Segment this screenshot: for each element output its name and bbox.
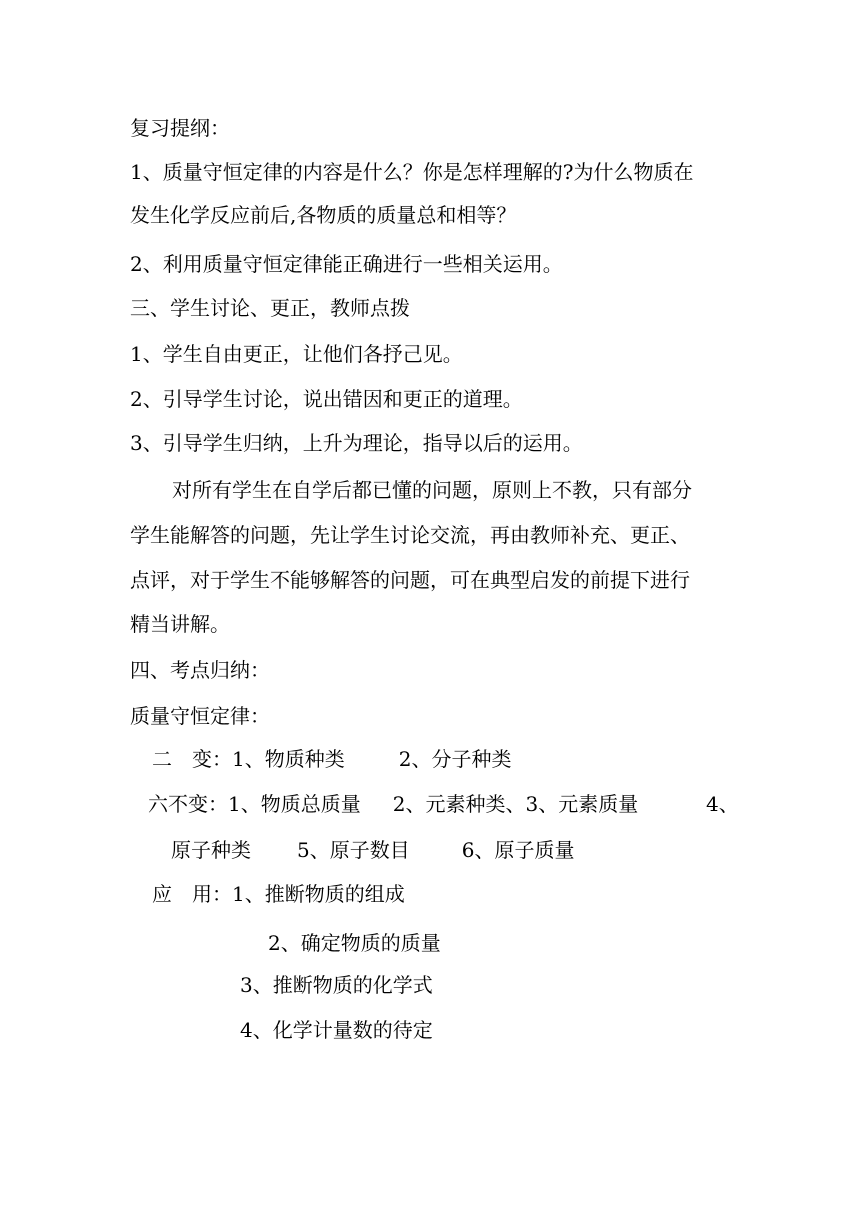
two-change-item-2: 2、分子种类 — [398, 747, 512, 771]
paragraph-line-4: 精当讲解。 — [130, 612, 230, 636]
six-unchange-label: 六不变： — [148, 792, 228, 816]
six-unchange-item-2: 2、元素种类、 — [392, 792, 526, 816]
application-row — [152, 880, 405, 908]
six-unchange-item-3: 3、元素质量 — [525, 792, 639, 816]
paragraph-line-3: 点评，对于学生不能够解答的问题，可在典型启发的前提下进行 — [130, 568, 690, 592]
application-item-3: 3、推断物质的化学式 — [240, 973, 433, 997]
section-3-heading: 三、学生讨论、更正，教师点拨 — [130, 296, 410, 320]
question-2: 2、利用质量守恒定律能正确进行一些相关运用。 — [130, 252, 563, 276]
section-3-item-1: 1、学生自由更正，让他们各抒己见。 — [130, 342, 463, 366]
two-change-label: 二 变： — [152, 747, 232, 771]
question-1-line-2: 发生化学反应前后,各物质的质量总和相等？ — [130, 203, 517, 227]
six-unchange-item-5: 5、原子数目 — [297, 838, 410, 862]
six-unchange-item-4-number: 4、 — [706, 792, 739, 816]
section-3-item-2: 2、引导学生讨论，说出错因和更正的道理。 — [130, 387, 523, 411]
two-change-item-1: 1、物质种类 — [232, 747, 345, 771]
application-item-2: 2、确定物质的质量 — [268, 931, 441, 955]
application-label: 应 用： — [152, 882, 232, 906]
six-unchange-item-6: 6、原子质量 — [461, 838, 575, 862]
six-unchange-row — [148, 790, 638, 818]
paragraph-line-2: 学生能解答的问题，先让学生讨论交流，再由教师补充、更正、 — [130, 523, 690, 547]
six-unchange-item-4-text: 原子种类 — [171, 838, 251, 862]
application-item-4: 4、化学计量数的待定 — [240, 1018, 433, 1042]
section-3-item-3: 3、引导学生归纳，上升为理论，指导以后的运用。 — [130, 431, 583, 455]
six-unchange-item-1: 1、物质总质量 — [228, 792, 361, 816]
question-1-line-1: 1、质量守恒定律的内容是什么？你是怎样理解的?为什么物质在 — [130, 160, 694, 184]
paragraph-line-1: 对所有学生在自学后都已懂的问题，原则上不教，只有部分 — [172, 478, 692, 502]
six-unchange-row-2 — [171, 836, 574, 864]
section-4-heading: 四、考点归纳： — [130, 658, 270, 682]
outline-heading: 复习提纲： — [130, 116, 230, 140]
application-item-1: 1、推断物质的组成 — [232, 882, 405, 906]
law-heading: 质量守恒定律： — [130, 704, 270, 728]
two-change-row — [152, 745, 511, 773]
